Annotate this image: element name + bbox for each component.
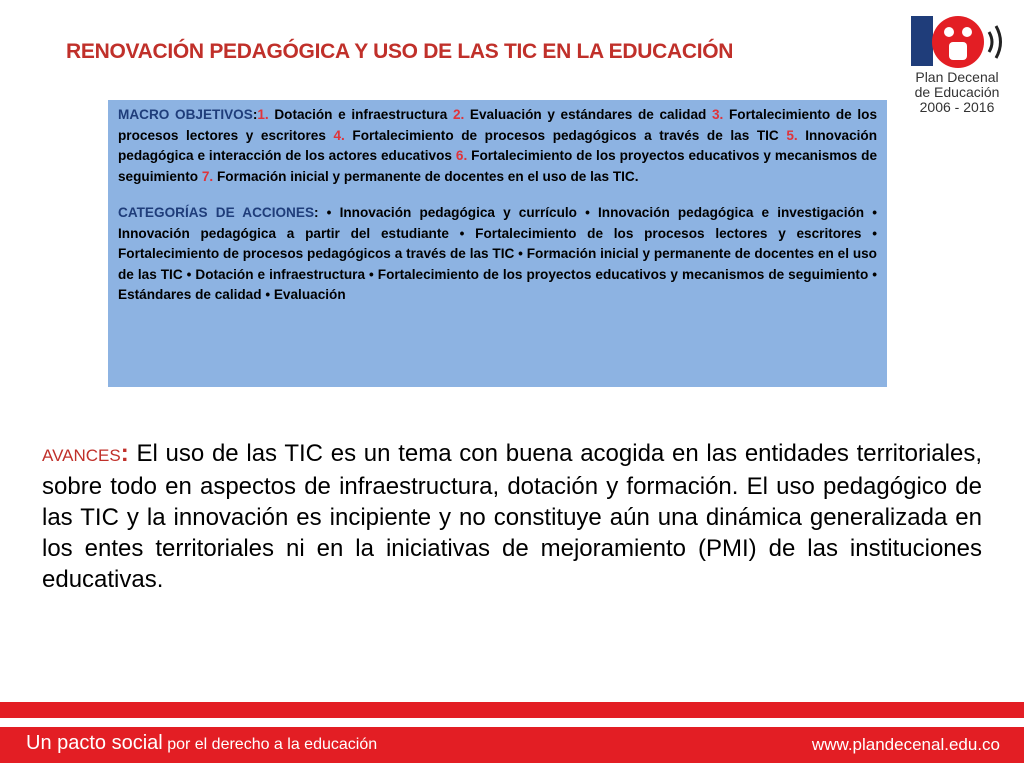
- action-categories-colon: :: [314, 205, 319, 220]
- macro-item-number: 3.: [712, 107, 724, 122]
- macro-item-number: 1.: [257, 107, 269, 122]
- macro-item-number: 5.: [786, 127, 798, 143]
- macro-item-text: Fortalecimiento de los procesos lectores y escritores: [118, 107, 878, 143]
- macro-item-text: Evaluación y estándares de calidad: [464, 107, 712, 122]
- action-categories-paragraph: [118, 203, 877, 306]
- footer-slogan: [26, 732, 377, 755]
- progress-colon: :: [120, 440, 129, 467]
- action-categories-label: CATEGORÍAS DE ACCIONES: [118, 205, 315, 220]
- slogan-rest: por el derecho a la educación: [162, 736, 378, 753]
- logo-line-2: de Educación: [914, 84, 1000, 100]
- logo-line-3: 2006 - 2016: [919, 99, 995, 115]
- macro-item-text: Innovación pedagógica e interacción de los actores educativos: [118, 127, 878, 163]
- footer-bar: [0, 727, 1024, 763]
- divider-bar: [0, 702, 1024, 718]
- progress-paragraph: [42, 438, 982, 595]
- progress-text: El uso de las TIC es un tema con buena acogida en las entidades territoriales, sobre todo en aspectos de infraestructura, dotación y formación. El uso pedagógico de las TIC y la innovación es incipiente y no constituye aún una dinámica generalizada en los entes territoriales ni en la iniciativas de mejoramiento (PMI) de las instituciones educativas.: [42, 440, 982, 593]
- macro-item-text: Formación inicial y permanente de docentes en el uso de las TIC.: [213, 168, 639, 184]
- objectives-box: [108, 100, 887, 387]
- macro-item-number: 2.: [452, 107, 465, 122]
- slogan-main: Un pacto social: [26, 732, 163, 754]
- macro-item-number: 6.: [455, 148, 468, 163]
- macro-item-text: Fortalecimiento de los proyectos educativos y mecanismos de seguimiento: [118, 148, 878, 184]
- progress-label: AVANCES: [42, 446, 121, 465]
- page-title: RENOVACIÓN PEDAGÓGICA Y USO DE LAS TIC EN LA EDUCACIÓN: [66, 40, 734, 63]
- footer-url-link[interactable]: www.plandecenal.edu.co: [811, 735, 1000, 754]
- logo-line-1: Plan Decenal: [915, 69, 999, 85]
- macro-objectives-label: MACRO OBJETIVOS: [118, 107, 253, 122]
- macro-objectives-colon: :: [252, 107, 258, 122]
- logo-caption: [903, 70, 1011, 115]
- macro-item-text: Dotación e infraestructura: [268, 107, 453, 122]
- macro-item-text: Fortalecimiento de procesos pedagógicos a través de las TIC: [344, 127, 787, 143]
- macro-item-number: 4.: [333, 127, 345, 143]
- action-categories-text: • Innovación pedagógica y currículo • Innovación pedagógica e investigación • Innovación pedagógica a partir del estudiante • Fortalecimiento de los procesos lectores y escritores • Fortalecimiento de procesos pedagógicos a través de las TIC • Formación inicial y permanente de docentes en el uso de las TIC • Dotación e infraestructura • Fortalecimiento de los proyectos educativos y mecanismos de seguimiento • Estándares de calidad • Evaluación: [118, 205, 877, 302]
- macro-item-number: 7.: [201, 168, 214, 184]
- macro-objectives-paragraph: [118, 105, 877, 187]
